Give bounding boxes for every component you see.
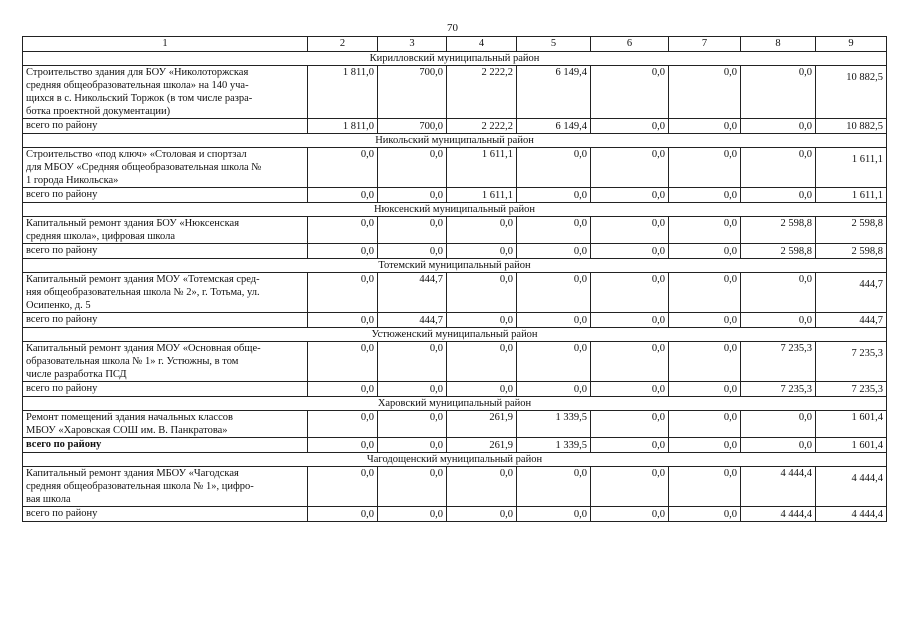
total-amount-cell: 0,0 xyxy=(308,438,378,453)
district-header-row xyxy=(23,328,887,342)
project-description-line: числе разработка ПСД xyxy=(26,369,127,380)
total-amount-cell: 0,0 xyxy=(669,438,741,453)
total-amount-cell: 1 811,0 xyxy=(308,119,378,134)
total-amount-cell: 0,0 xyxy=(308,382,378,397)
amount-cell: 700,0 xyxy=(378,66,447,119)
total-amount-cell: 0,0 xyxy=(669,382,741,397)
district-name: Никольский муниципальный район xyxy=(23,134,887,148)
amount-cell: 1 811,0 xyxy=(308,66,378,119)
total-amount-cell: 0,0 xyxy=(669,244,741,259)
district-name: Кирилловский муниципальный район xyxy=(23,52,887,66)
total-amount-cell: 0,0 xyxy=(669,313,741,328)
total-amount-cell: 444,7 xyxy=(378,313,447,328)
amount-cell: 0,0 xyxy=(447,217,517,244)
amount-cell: 0,0 xyxy=(517,273,591,313)
total-amount-cell: 6 149,4 xyxy=(517,119,591,134)
district-header-row xyxy=(23,203,887,217)
project-row xyxy=(23,148,887,188)
amount-cell: 1 611,1 xyxy=(816,148,887,188)
district-total-label: всего по району xyxy=(23,507,308,522)
total-amount-cell: 0,0 xyxy=(591,438,669,453)
amount-cell: 0,0 xyxy=(591,217,669,244)
amount-cell: 0,0 xyxy=(669,148,741,188)
amount-cell: 0,0 xyxy=(447,273,517,313)
total-amount-cell: 0,0 xyxy=(308,188,378,203)
amount-cell: 4 444,4 xyxy=(741,467,816,507)
amount-cell: 1 611,1 xyxy=(447,148,517,188)
amount-cell: 0,0 xyxy=(591,411,669,438)
column-header: 3 xyxy=(378,37,447,52)
total-amount-cell: 700,0 xyxy=(378,119,447,134)
total-amount-cell: 0,0 xyxy=(591,188,669,203)
column-header: 2 xyxy=(308,37,378,52)
district-header-row xyxy=(23,453,887,467)
amount-cell: 0,0 xyxy=(378,217,447,244)
district-total-label: всего по району xyxy=(23,119,308,134)
total-amount-cell: 0,0 xyxy=(669,507,741,522)
total-amount-cell: 0,0 xyxy=(669,188,741,203)
total-amount-cell: 0,0 xyxy=(378,382,447,397)
project-description-line: средняя общеобразовательная школа» на 140 уча- xyxy=(26,80,249,91)
district-total-label: всего по району xyxy=(23,313,308,328)
project-row xyxy=(23,411,887,438)
district-total-label: всего по району xyxy=(23,438,308,453)
total-amount-cell: 10 882,5 xyxy=(816,119,887,134)
budget-table-body xyxy=(23,52,887,522)
amount-cell: 1 601,4 xyxy=(816,411,887,438)
project-description xyxy=(23,148,308,188)
project-description-line: вая школа xyxy=(26,494,71,505)
amount-cell: 0,0 xyxy=(741,148,816,188)
amount-cell: 1 339,5 xyxy=(517,411,591,438)
total-amount-cell: 0,0 xyxy=(308,313,378,328)
project-description-line: МБОУ «Харовская СОШ им. В. Панкратова» xyxy=(26,425,228,436)
district-total-row xyxy=(23,244,887,259)
project-description-line: ботка проектной документации) xyxy=(26,106,171,117)
district-total-label: всего по району xyxy=(23,382,308,397)
amount-cell: 0,0 xyxy=(308,273,378,313)
project-description-line: 1 города Никольска» xyxy=(26,175,119,186)
amount-cell: 2 222,2 xyxy=(447,66,517,119)
amount-cell: 0,0 xyxy=(669,342,741,382)
amount-cell: 0,0 xyxy=(741,273,816,313)
amount-cell: 0,0 xyxy=(669,217,741,244)
total-amount-cell: 0,0 xyxy=(741,313,816,328)
amount-cell: 2 598,8 xyxy=(816,217,887,244)
total-amount-cell: 0,0 xyxy=(669,119,741,134)
total-amount-cell: 1 601,4 xyxy=(816,438,887,453)
district-total-label: всего по району xyxy=(23,244,308,259)
district-header-row xyxy=(23,52,887,66)
project-description-line: для МБОУ «Средняя общеобразовательная школа № xyxy=(26,162,262,173)
district-name: Тотемский муниципальный район xyxy=(23,259,887,273)
total-amount-cell: 0,0 xyxy=(447,382,517,397)
column-header: 1 xyxy=(23,37,308,52)
amount-cell: 0,0 xyxy=(447,467,517,507)
amount-cell: 0,0 xyxy=(517,148,591,188)
total-amount-cell: 0,0 xyxy=(517,188,591,203)
amount-cell: 0,0 xyxy=(447,342,517,382)
total-amount-cell: 7 235,3 xyxy=(741,382,816,397)
total-amount-cell: 0,0 xyxy=(591,382,669,397)
amount-cell: 7 235,3 xyxy=(816,342,887,382)
total-amount-cell: 2 598,8 xyxy=(741,244,816,259)
district-total-row xyxy=(23,438,887,453)
project-description-line: Строительство «под ключ» «Столовая и спортзал xyxy=(26,149,247,160)
total-amount-cell: 261,9 xyxy=(447,438,517,453)
project-row xyxy=(23,467,887,507)
amount-cell: 2 598,8 xyxy=(741,217,816,244)
total-amount-cell: 0,0 xyxy=(591,507,669,522)
amount-cell: 0,0 xyxy=(308,467,378,507)
district-name: Чагодощенский муниципальный район xyxy=(23,453,887,467)
total-amount-cell: 0,0 xyxy=(378,507,447,522)
column-header: 6 xyxy=(591,37,669,52)
total-amount-cell: 2 222,2 xyxy=(447,119,517,134)
amount-cell: 0,0 xyxy=(669,467,741,507)
amount-cell: 0,0 xyxy=(308,411,378,438)
project-description-line: няя общеобразовательная школа № 2», г. Тотьма, ул. xyxy=(26,287,260,298)
total-amount-cell: 0,0 xyxy=(741,119,816,134)
amount-cell: 0,0 xyxy=(378,411,447,438)
total-amount-cell: 0,0 xyxy=(308,507,378,522)
project-row xyxy=(23,273,887,313)
project-row xyxy=(23,342,887,382)
amount-cell: 0,0 xyxy=(517,342,591,382)
amount-cell: 0,0 xyxy=(308,217,378,244)
total-amount-cell: 0,0 xyxy=(447,507,517,522)
total-amount-cell: 0,0 xyxy=(591,244,669,259)
amount-cell: 0,0 xyxy=(741,411,816,438)
total-amount-cell: 0,0 xyxy=(591,313,669,328)
amount-cell: 0,0 xyxy=(669,66,741,119)
total-amount-cell: 1 611,1 xyxy=(447,188,517,203)
project-description xyxy=(23,66,308,119)
project-description-line: Капитальный ремонт здания МОУ «Тотемская сред- xyxy=(26,274,260,285)
total-amount-cell: 7 235,3 xyxy=(816,382,887,397)
column-header: 9 xyxy=(816,37,887,52)
total-amount-cell: 0,0 xyxy=(308,244,378,259)
project-row xyxy=(23,66,887,119)
amount-cell: 444,7 xyxy=(816,273,887,313)
total-amount-cell: 4 444,4 xyxy=(741,507,816,522)
amount-cell: 0,0 xyxy=(669,273,741,313)
column-number-row xyxy=(23,37,887,52)
amount-cell: 0,0 xyxy=(517,467,591,507)
project-description-line: Капитальный ремонт здания МБОУ «Чагодская xyxy=(26,468,239,479)
project-description xyxy=(23,273,308,313)
project-description xyxy=(23,342,308,382)
total-amount-cell: 1 611,1 xyxy=(816,188,887,203)
page-number: 70 xyxy=(447,22,458,34)
amount-cell: 0,0 xyxy=(591,467,669,507)
amount-cell: 0,0 xyxy=(378,467,447,507)
project-description-line: Осипенко, д. 5 xyxy=(26,300,91,311)
amount-cell: 10 882,5 xyxy=(816,66,887,119)
column-header: 5 xyxy=(517,37,591,52)
amount-cell: 0,0 xyxy=(308,148,378,188)
district-header-row xyxy=(23,397,887,411)
total-amount-cell: 0,0 xyxy=(741,438,816,453)
total-amount-cell: 0,0 xyxy=(447,244,517,259)
amount-cell: 0,0 xyxy=(378,342,447,382)
project-description xyxy=(23,217,308,244)
total-amount-cell: 0,0 xyxy=(517,507,591,522)
district-total-row xyxy=(23,382,887,397)
column-header: 7 xyxy=(669,37,741,52)
district-total-row xyxy=(23,188,887,203)
project-description xyxy=(23,467,308,507)
district-header-row xyxy=(23,134,887,148)
amount-cell: 0,0 xyxy=(517,217,591,244)
column-header: 4 xyxy=(447,37,517,52)
amount-cell: 4 444,4 xyxy=(816,467,887,507)
district-name: Харовский муниципальный район xyxy=(23,397,887,411)
total-amount-cell: 2 598,8 xyxy=(816,244,887,259)
project-description-line: средняя школа», цифровая школа xyxy=(26,231,175,242)
amount-cell: 0,0 xyxy=(308,342,378,382)
amount-cell: 0,0 xyxy=(591,148,669,188)
project-description-line: Капитальный ремонт здания МОУ «Основная обще- xyxy=(26,343,261,354)
project-description-line: Ремонт помещений здания начальных классов xyxy=(26,412,233,423)
amount-cell: 0,0 xyxy=(378,148,447,188)
project-description-line: средняя общеобразовательная школа № 1», цифро- xyxy=(26,481,254,492)
total-amount-cell: 1 339,5 xyxy=(517,438,591,453)
amount-cell: 7 235,3 xyxy=(741,342,816,382)
district-total-row xyxy=(23,313,887,328)
amount-cell: 0,0 xyxy=(591,273,669,313)
amount-cell: 6 149,4 xyxy=(517,66,591,119)
project-description xyxy=(23,411,308,438)
district-total-label: всего по району xyxy=(23,188,308,203)
total-amount-cell: 0,0 xyxy=(517,244,591,259)
project-description-line: Капитальный ремонт здания БОУ «Нюксенская xyxy=(26,218,240,229)
total-amount-cell: 0,0 xyxy=(741,188,816,203)
amount-cell: 0,0 xyxy=(741,66,816,119)
amount-cell: 0,0 xyxy=(591,342,669,382)
project-description-line: щихся в с. Никольский Торжок (в том числе разра- xyxy=(26,93,253,104)
column-header: 8 xyxy=(741,37,816,52)
total-amount-cell: 4 444,4 xyxy=(816,507,887,522)
district-total-row xyxy=(23,119,887,134)
total-amount-cell: 444,7 xyxy=(816,313,887,328)
total-amount-cell: 0,0 xyxy=(447,313,517,328)
amount-cell: 261,9 xyxy=(447,411,517,438)
amount-cell: 0,0 xyxy=(669,411,741,438)
total-amount-cell: 0,0 xyxy=(378,244,447,259)
district-header-row xyxy=(23,259,887,273)
project-description-line: образовательная школа № 1» г. Устюжны, в том xyxy=(26,356,239,367)
total-amount-cell: 0,0 xyxy=(517,313,591,328)
project-description-line: Строительство здания для БОУ «Николоторжская xyxy=(26,67,249,78)
total-amount-cell: 0,0 xyxy=(378,188,447,203)
budget-table xyxy=(22,36,887,522)
amount-cell: 444,7 xyxy=(378,273,447,313)
total-amount-cell: 0,0 xyxy=(378,438,447,453)
district-name: Нюксенский муниципальный район xyxy=(23,203,887,217)
total-amount-cell: 0,0 xyxy=(517,382,591,397)
district-name: Устюженский муниципальный район xyxy=(23,328,887,342)
total-amount-cell: 0,0 xyxy=(591,119,669,134)
project-row xyxy=(23,217,887,244)
district-total-row xyxy=(23,507,887,522)
amount-cell: 0,0 xyxy=(591,66,669,119)
